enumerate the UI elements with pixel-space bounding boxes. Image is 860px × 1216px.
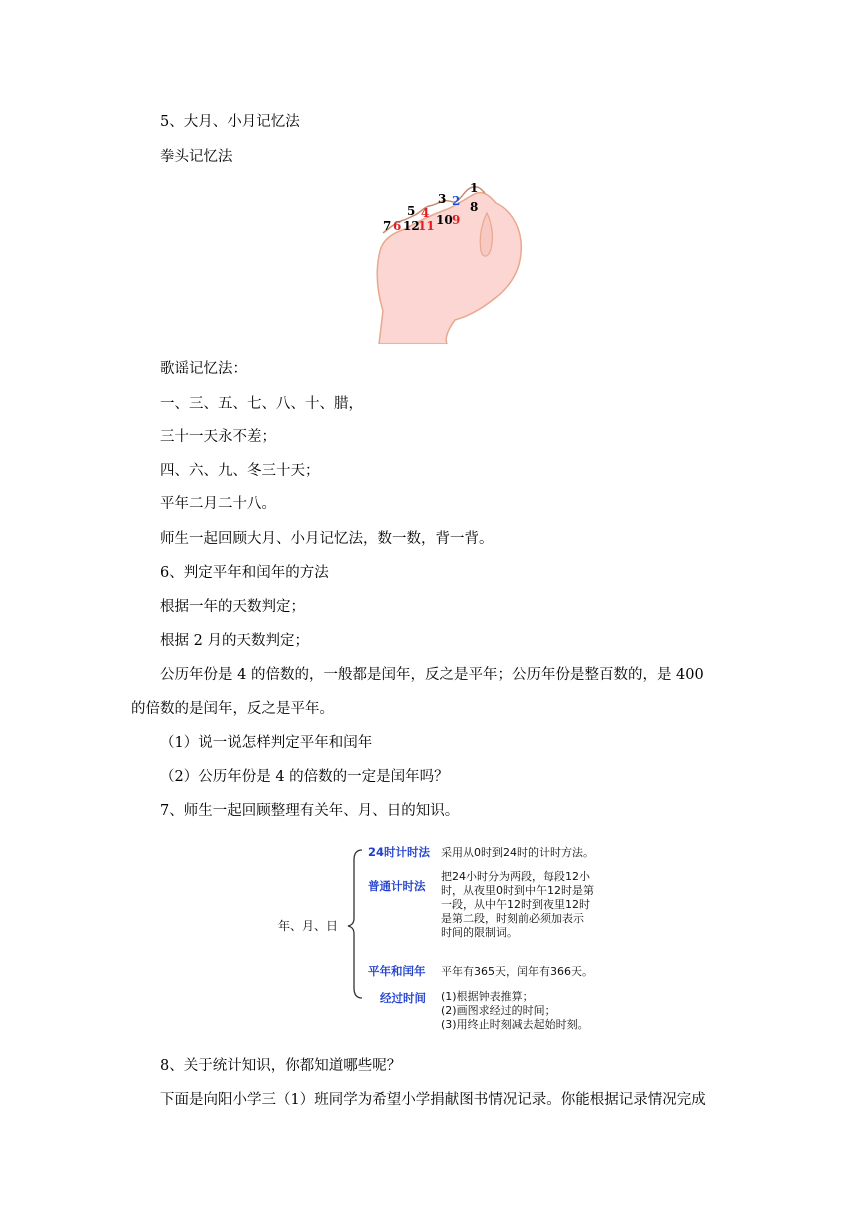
diagram-brace [348,850,362,998]
branch-desc-12h-5: 时间的限制词。 [441,926,518,939]
branch-desc-12h-1: 把24小时分为两段，每段12小 [441,870,590,883]
review-line: 师生一起回顾大月、小月记忆法，数一数，背一背。 [160,531,494,547]
song-line-3: 四、六、九、冬三十天； [160,463,320,479]
section-6-heading: 6、判定平年和闰年的方法 [160,565,329,581]
fist-label-12: 12 [403,219,420,233]
section-7-heading: 7、师生一起回顾整理有关年、月、日的知识。 [160,803,460,819]
branch-desc-12h-2: 时，从夜里0时到中午12时是第 [441,884,594,897]
branch-title-12h: 普通计时法 [368,879,426,893]
branch-desc-leap: 平年有365天，闰年有366天。 [441,965,593,978]
judge-by-february-days: 根据 2 月的天数判定； [160,633,309,649]
fist-label-5: 5 [407,204,416,218]
fist-label-1: 1 [470,181,479,195]
leap-rule-line-2: 的倍数的是闰年，反之是平年。 [131,701,334,717]
fist-label-9: 9 [452,213,461,227]
year-month-day-diagram [272,838,617,1038]
song-line-2: 三十一天永不差； [160,429,276,445]
donation-intro-line: 下面是向阳小学三（1）班同学为希望小学捐献图书情况记录。你能根据记录情况完成 [160,1092,706,1108]
fist-memory-image [373,179,525,344]
question-1: （1）说一说怎样判定平年和闰年 [160,735,373,751]
judge-by-days-in-year: 根据一年的天数判定； [160,599,305,615]
branch-title-24h: 24时计时法 [368,845,431,859]
branch-desc-12h-4: 是第二段，时刻前必须加表示 [441,912,584,925]
fist-label-3: 3 [438,192,447,206]
question-2: （2）公历年份是 4 的倍数的一定是闰年吗？ [160,769,449,785]
song-method-label: 歌谣记忆法： [160,361,247,377]
fist-label-2: 2 [452,194,461,208]
fist-label-6: 6 [393,219,402,233]
branch-desc-elapsed-2: (2)画图求经过的时间； [441,1004,556,1017]
fist-label-7: 7 [383,219,392,233]
fist-label-11: 11 [418,219,435,233]
fist-label-4: 4 [421,206,430,220]
fist-label-10: 10 [436,213,453,227]
song-line-1: 一、三、五、七、八、十、腊， [160,396,363,412]
fist-method-label: 拳头记忆法 [160,149,233,165]
branch-desc-elapsed-1: (1)根据钟表推算； [441,990,534,1003]
section-8-heading: 8、关于统计知识，你都知道哪些呢？ [160,1058,402,1074]
section-5-heading: 5、大月、小月记忆法 [160,114,300,130]
branch-desc-elapsed-3: (3)用终止时刻减去起始时刻。 [441,1018,589,1031]
song-line-4: 平年二月二十八。 [160,496,276,512]
leap-rule-line-1: 公历年份是 4 的倍数的，一般都是闰年，反之是平年；公历年份是整百数的，是 400 [160,667,704,683]
branch-desc-24h: 采用从0时到24时的计时方法。 [441,846,594,859]
diagram-root: 年、月、日 [278,919,339,933]
fist-label-8: 8 [470,200,479,214]
branch-desc-12h-3: 一段，从中午12时到夜里12时 [441,898,590,911]
branch-title-elapsed: 经过时间 [380,991,426,1005]
branch-title-leap: 平年和闰年 [368,964,426,978]
